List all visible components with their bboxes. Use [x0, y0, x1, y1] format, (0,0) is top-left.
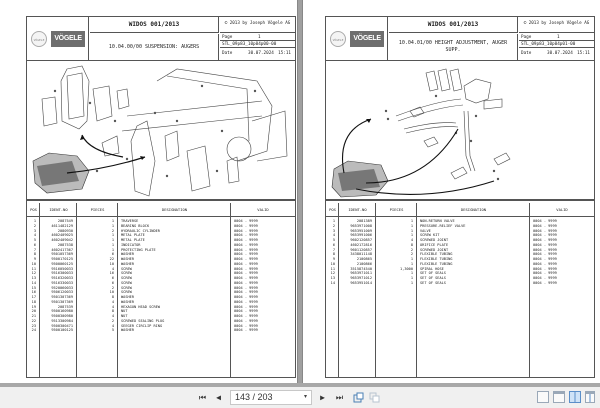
cell-valid: 0004 - 9999 — [533, 238, 557, 242]
diagram-drawing-icon — [27, 61, 295, 201]
cell-pos: 4 — [332, 233, 335, 238]
cell-designation: HYDRAULIC CYLINDER — [121, 228, 160, 233]
page-left — [0, 0, 297, 385]
seal-logo-icon: VÖGELE — [330, 31, 346, 47]
diagram-drawing-icon — [326, 61, 594, 201]
table-row — [326, 281, 594, 286]
cell-designation: WASHER — [121, 257, 134, 261]
cell-designation: SCREWED JOINT — [420, 238, 449, 242]
cell-designation: WASHER — [121, 295, 134, 299]
cell-ident-no: 9500060125 — [51, 261, 73, 266]
cell-valid: 0004 - 9999 — [234, 247, 258, 252]
sheet-meta — [519, 34, 594, 60]
cell-pos: 6 — [332, 242, 335, 247]
table-header — [27, 203, 295, 217]
seal-logo-icon: VÖGELE — [31, 31, 47, 47]
page-label: Page — [222, 35, 233, 40]
cell-ident-no: 9653951014 — [350, 280, 372, 285]
cell-pos: 6 — [33, 242, 36, 247]
cell-ident-no: 9516050033 — [51, 266, 73, 271]
sheet-title: WIDOS 001/2013 — [90, 17, 219, 33]
cell-pos: 5 — [33, 238, 36, 242]
cell-pos: 24 — [31, 328, 36, 333]
section-description: 10.04.00/00 SUSPENSION: AUGERS — [90, 34, 219, 60]
th-designation: DESIGNATION — [161, 207, 188, 212]
sheet-header — [326, 17, 594, 61]
exploded-diagram-height-adjustment — [326, 61, 594, 201]
cell-pos: 8 — [33, 252, 36, 257]
cell-designation: SCREW — [121, 266, 132, 271]
continuous-view-button[interactable] — [553, 391, 565, 403]
cell-ident-no: 9653971008 — [350, 223, 372, 228]
cell-valid: 0004 - 9999 — [533, 257, 557, 261]
cell-ident-no: 2100865 — [356, 257, 372, 261]
cell-pieces: 1 — [410, 261, 413, 266]
date-value: 30.07.2024 — [248, 51, 274, 56]
cell-pieces: 6 — [111, 280, 114, 285]
navigation-toolbar — [0, 387, 600, 408]
cell-pos: 5 — [332, 238, 335, 242]
cell-pos: 9 — [332, 257, 335, 261]
cell-pos: 10 — [31, 261, 36, 266]
cell-pieces: 2 — [410, 247, 413, 252]
cell-designation: FLEXIBLE TUBING — [420, 257, 453, 261]
th-pieces: PIECES — [90, 207, 105, 212]
section-description: 10.04.01/00 HEIGHT ADJUSTMENT, AUGER SUPP. — [389, 34, 518, 60]
cell-pos: 14 — [330, 280, 335, 285]
cell-pos: 21 — [31, 314, 36, 318]
cell-designation: SET OF SEALS — [420, 276, 446, 280]
copy-page-icon — [369, 392, 380, 403]
cell-pos: 2 — [332, 223, 335, 228]
cell-designation: PROTECTING PLATE — [121, 247, 156, 252]
cell-ident-no: 4602409042 — [51, 238, 73, 242]
cell-pieces: 22 — [109, 257, 114, 261]
cell-valid: 0004 - 9999 — [234, 290, 258, 295]
cell-ident-no: 9516330033 — [51, 280, 73, 285]
cell-ident-no: 9501307369 — [51, 299, 73, 304]
cell-designation: FLEXIBLE TUBING — [420, 252, 453, 257]
cell-ident-no: 9506120033 — [51, 290, 73, 295]
cell-pieces: 4 — [111, 304, 114, 309]
copyright: © 2013 by Joseph Vögele AG — [220, 17, 295, 33]
parts-table — [326, 203, 594, 377]
time-value: 15:11 — [278, 51, 291, 56]
cell-valid: 0004 - 9999 — [234, 295, 258, 299]
cell-designation: SET OF SEALS — [420, 271, 446, 276]
first-page-button[interactable] — [196, 391, 209, 404]
cell-pos: 1 — [33, 219, 36, 223]
cell-pieces: 1 — [111, 247, 114, 252]
sheet-meta — [220, 34, 295, 60]
two-page-view-button[interactable] — [569, 391, 581, 403]
cell-designation: SCREW KIT — [420, 233, 440, 238]
cell-pos: 7 — [33, 247, 36, 252]
cell-pieces: 1 — [410, 276, 413, 280]
cell-valid: 0004 - 9999 — [234, 223, 258, 228]
copyright: © 2013 by Joseph Vögele AG — [519, 17, 594, 33]
cell-valid: 0004 - 9999 — [533, 271, 557, 276]
cell-designation: WASHER — [121, 261, 134, 266]
next-page-button[interactable] — [316, 391, 329, 404]
cell-pos: 1 — [332, 219, 335, 223]
th-pos: POS — [30, 207, 37, 212]
parts-sheet — [325, 16, 595, 378]
cell-designation: BEARING BLOCK — [121, 223, 150, 228]
cell-designation: NUT — [121, 309, 128, 314]
cell-designation: SCREW — [121, 285, 132, 290]
cell-valid: 0004 - 9999 — [234, 323, 258, 328]
cell-pieces: 1 — [410, 257, 413, 261]
cell-valid: 0004 - 9999 — [533, 266, 557, 271]
cell-ident-no: 3438011148 — [350, 252, 372, 257]
cell-pos: 19 — [31, 304, 36, 309]
chevron-down-icon[interactable]: ▾ — [303, 394, 307, 400]
cell-designation: SPIRAL HOSE — [420, 266, 444, 271]
cell-pieces: 2 — [410, 252, 413, 257]
cell-valid: 0004 - 9999 — [533, 219, 557, 223]
cell-designation: FLEXIBLE TUBING — [420, 261, 453, 266]
cell-pieces: 1 — [111, 233, 114, 238]
cell-designation: INDICATOR — [121, 242, 141, 247]
page-value: 1 — [557, 35, 560, 40]
prev-page-button[interactable] — [212, 391, 225, 404]
cell-pieces: 4 — [111, 323, 114, 328]
table-row — [27, 328, 295, 333]
cell-valid: 0004 - 9999 — [234, 252, 258, 257]
cell-designation: NUT — [121, 314, 128, 318]
cell-pieces: 1 — [410, 280, 413, 285]
date-label: Date — [521, 51, 532, 56]
th-valid: VALID — [556, 207, 568, 212]
cell-valid: 0004 - 9999 — [234, 238, 258, 242]
cell-designation: SCREWED JOINT — [420, 247, 449, 252]
cell-designation: SET OF SEALS — [420, 280, 446, 285]
cell-pos: 14 — [31, 280, 36, 285]
doc-code: STL_09p83_10p04p00-00 — [220, 41, 295, 48]
cell-valid: 0004 - 9999 — [234, 318, 258, 323]
cell-pos: 23 — [31, 323, 36, 328]
cell-designation: HEXAGON HEAD SCREW — [121, 304, 160, 309]
cell-ident-no: 9500170125 — [51, 257, 73, 261]
cell-pos: 16 — [31, 290, 36, 295]
cell-valid: 0004 - 9999 — [234, 242, 258, 247]
cell-pos: 4 — [33, 233, 36, 238]
cell-pieces: 10 — [109, 290, 114, 295]
cell-pieces: 2 — [111, 318, 114, 323]
cell-pos: 2 — [33, 223, 36, 228]
cell-ident-no: 9602120857 — [350, 238, 372, 242]
cell-pieces: 1 — [410, 233, 413, 238]
sheet-header — [27, 17, 295, 61]
cell-ident-no: 4602172816 — [350, 242, 372, 247]
parts-table — [27, 203, 295, 377]
cell-designation: NON-RETURN VALVE — [420, 219, 455, 223]
cell-pos: 11 — [31, 266, 36, 271]
date-row — [220, 48, 295, 59]
cell-valid: 0004 - 9999 — [533, 233, 557, 238]
cell-pieces: 5 — [111, 328, 114, 333]
time-value: 15:11 — [577, 51, 590, 56]
exploded-diagram-augers — [27, 61, 295, 201]
extract-page-icon — [353, 392, 364, 403]
cell-valid: 0004 - 9999 — [533, 252, 557, 257]
cell-pieces: 1 — [410, 271, 413, 276]
cell-ident-no: 9601120857 — [350, 247, 372, 252]
cell-designation: VALVE — [420, 228, 431, 233]
cell-valid: 0004 - 9999 — [234, 328, 258, 333]
cell-pos: 20 — [31, 309, 36, 314]
cell-pieces: 4 — [111, 266, 114, 271]
cell-designation: SCREWED SEALING PLUG — [121, 318, 165, 323]
table-body — [27, 219, 295, 333]
cell-pieces: 6 — [111, 252, 114, 257]
cell-valid: 0004 - 9999 — [234, 219, 258, 223]
cell-designation: TRAVERSE — [121, 219, 139, 223]
cell-pieces: 2 — [111, 228, 114, 233]
cell-ident-no: 2087549 — [57, 219, 73, 223]
page-number-input[interactable] — [230, 390, 312, 405]
logo-cell — [326, 17, 388, 60]
cell-pieces: 8 — [111, 309, 114, 314]
page-label: Page — [521, 35, 532, 40]
cell-pieces: 8 — [410, 242, 413, 247]
cell-designation: SCREW — [121, 280, 132, 285]
cell-pieces: 1 — [111, 238, 114, 242]
th-ident-no: IDENT-NO — [49, 207, 68, 212]
cell-pos: 18 — [31, 299, 36, 304]
th-pieces: PIECES — [389, 207, 404, 212]
cell-valid: 0004 - 9999 — [234, 314, 258, 318]
cell-designation: SCREW — [121, 290, 132, 295]
cell-ident-no: 2100866 — [356, 261, 372, 266]
cell-pos: 22 — [31, 318, 36, 323]
cell-valid: 0004 - 9999 — [533, 261, 557, 266]
cell-pieces: 8 — [111, 295, 114, 299]
cell-pieces: 10 — [109, 261, 114, 266]
cell-designation: PRESSURE-RELIEF VALVE — [420, 223, 466, 228]
cell-valid: 0004 - 9999 — [234, 257, 258, 261]
cell-valid: 0004 - 9999 — [533, 223, 557, 228]
th-designation: DESIGNATION — [460, 207, 487, 212]
cell-pos: 13 — [31, 276, 36, 280]
cell-designation: WASHER — [121, 328, 134, 333]
cell-pos: 10 — [330, 261, 335, 266]
cell-pieces: 16 — [109, 271, 114, 276]
cell-ident-no: 2081389 — [356, 219, 372, 223]
cell-valid: 0004 - 9999 — [234, 271, 258, 276]
cell-pos: 8 — [332, 252, 335, 257]
page-row — [220, 34, 295, 41]
cell-pos: 3 — [33, 228, 36, 233]
cell-pos: 15 — [31, 285, 36, 290]
cell-valid: 0004 - 9999 — [533, 280, 557, 285]
next-page-icon: ▶ — [320, 393, 325, 402]
cell-ident-no: 9653971011 — [350, 271, 372, 276]
page-right — [303, 0, 600, 385]
cell-valid: 0004 - 9999 — [234, 285, 258, 290]
sheet-title: WIDOS 001/2013 — [389, 17, 518, 33]
cell-valid: 0004 - 9999 — [234, 233, 258, 238]
cell-ident-no: 4602409025 — [51, 233, 73, 238]
cell-ident-no: 4611482129 — [51, 223, 73, 228]
cell-pos: 17 — [31, 295, 36, 299]
cell-ident-no: 9520060033 — [51, 285, 73, 290]
table-body — [326, 219, 594, 286]
cell-pieces: 1 — [410, 228, 413, 233]
cell-valid: 0004 - 9999 — [234, 280, 258, 285]
cell-ident-no: 3515874540 — [350, 266, 372, 271]
page-row — [519, 34, 594, 41]
cell-valid: 0004 - 9999 — [533, 228, 557, 233]
cell-valid: 0004 - 9999 — [234, 261, 258, 266]
th-pos: POS — [329, 207, 336, 212]
cell-pieces: 2 — [111, 285, 114, 290]
cell-designation: METAL PLATE — [121, 233, 145, 238]
logo-cell — [27, 17, 89, 60]
cell-pos: 7 — [332, 247, 335, 252]
cell-pieces: 4 — [111, 299, 114, 304]
table-header — [326, 203, 594, 217]
cell-pos: 9 — [33, 257, 36, 261]
cell-valid: 0004 - 9999 — [533, 276, 557, 280]
th-valid: VALID — [257, 207, 269, 212]
cell-ident-no: 9653951009 — [350, 228, 372, 233]
cell-valid: 0004 - 9999 — [234, 309, 258, 314]
date-label: Date — [222, 51, 233, 56]
cell-ident-no: 9500300980 — [51, 314, 73, 318]
cell-pieces: 1 — [410, 219, 413, 223]
cell-pieces: 1 — [111, 223, 114, 228]
cell-valid: 0004 - 9999 — [533, 247, 557, 252]
cell-pieces: 1 — [410, 223, 413, 228]
cell-designation: WASHER — [121, 252, 134, 257]
cell-designation: SEEGER CIRCLIP RING — [121, 323, 163, 328]
extract-page-button[interactable] — [352, 391, 365, 404]
cell-pos: 12 — [330, 271, 335, 276]
cell-designation: METAL PLATE — [121, 238, 145, 242]
cell-ident-no: 9500100125 — [51, 328, 73, 333]
cell-ident-no: 2087538 — [57, 242, 73, 247]
cell-ident-no: 9501307369 — [51, 295, 73, 299]
page-indicator: 143 / 203 — [235, 392, 273, 402]
cell-ident-no: 9653991006 — [350, 233, 372, 238]
cell-valid: 0004 - 9999 — [234, 299, 258, 304]
cell-pieces: 1,3000 — [400, 266, 413, 271]
last-page-icon: ⏭ — [335, 392, 344, 402]
cell-designation: SCREW — [121, 276, 132, 280]
cell-pieces: 6 — [111, 276, 114, 280]
cell-designation: SCREW — [121, 271, 132, 276]
cell-valid: 0004 - 9999 — [533, 242, 557, 247]
date-value: 30.07.2024 — [547, 51, 573, 56]
two-page-continuous-view-button[interactable] — [585, 391, 595, 403]
cell-designation: ORIFICE PLATE — [420, 242, 449, 247]
cell-ident-no: 9501057369 — [51, 252, 73, 257]
parts-sheet — [26, 16, 296, 378]
cell-ident-no: 9500160980 — [51, 309, 73, 314]
cell-ident-no: 4602417367 — [51, 247, 73, 252]
cell-ident-no: 2080930 — [57, 228, 73, 233]
cell-pieces: 1 — [111, 242, 114, 247]
cell-pieces: 1 — [111, 219, 114, 223]
cell-valid: 0004 - 9999 — [234, 276, 258, 280]
cell-ident-no: 9516320033 — [51, 276, 73, 280]
cell-valid: 0004 - 9999 — [234, 266, 258, 271]
brand-logo: VÖGELE — [51, 31, 85, 47]
cell-ident-no: 9500300471 — [51, 323, 73, 328]
prev-page-icon: ◀ — [216, 393, 221, 402]
date-row — [519, 48, 594, 59]
cell-ident-no: 9653971012 — [350, 276, 372, 280]
cell-valid: 0004 - 9999 — [234, 304, 258, 309]
single-page-view-button[interactable] — [537, 391, 549, 403]
cell-ident-no: 9513300984 — [51, 318, 73, 323]
cell-pieces: 4 — [410, 238, 413, 242]
th-ident-no: IDENT-NO — [348, 207, 367, 212]
brand-logo: VÖGELE — [350, 31, 384, 47]
cell-designation: WASHER — [121, 299, 134, 304]
cell-pieces: 4 — [111, 314, 114, 318]
first-page-icon: ⏮ — [198, 392, 207, 402]
cell-pos: 3 — [332, 228, 335, 233]
cell-ident-no: 9516300033 — [51, 271, 73, 276]
page-value: 1 — [258, 35, 261, 40]
copy-page-button[interactable] — [368, 391, 381, 404]
doc-code: STL_09p83_10p04p01-00 — [519, 41, 594, 48]
last-page-button[interactable] — [333, 391, 346, 404]
cell-ident-no: 2087539 — [57, 304, 73, 309]
cell-pos: 11 — [330, 266, 335, 271]
cell-valid: 0004 - 9999 — [234, 228, 258, 233]
cell-pos: 12 — [31, 271, 36, 276]
cell-pos: 13 — [330, 276, 335, 280]
